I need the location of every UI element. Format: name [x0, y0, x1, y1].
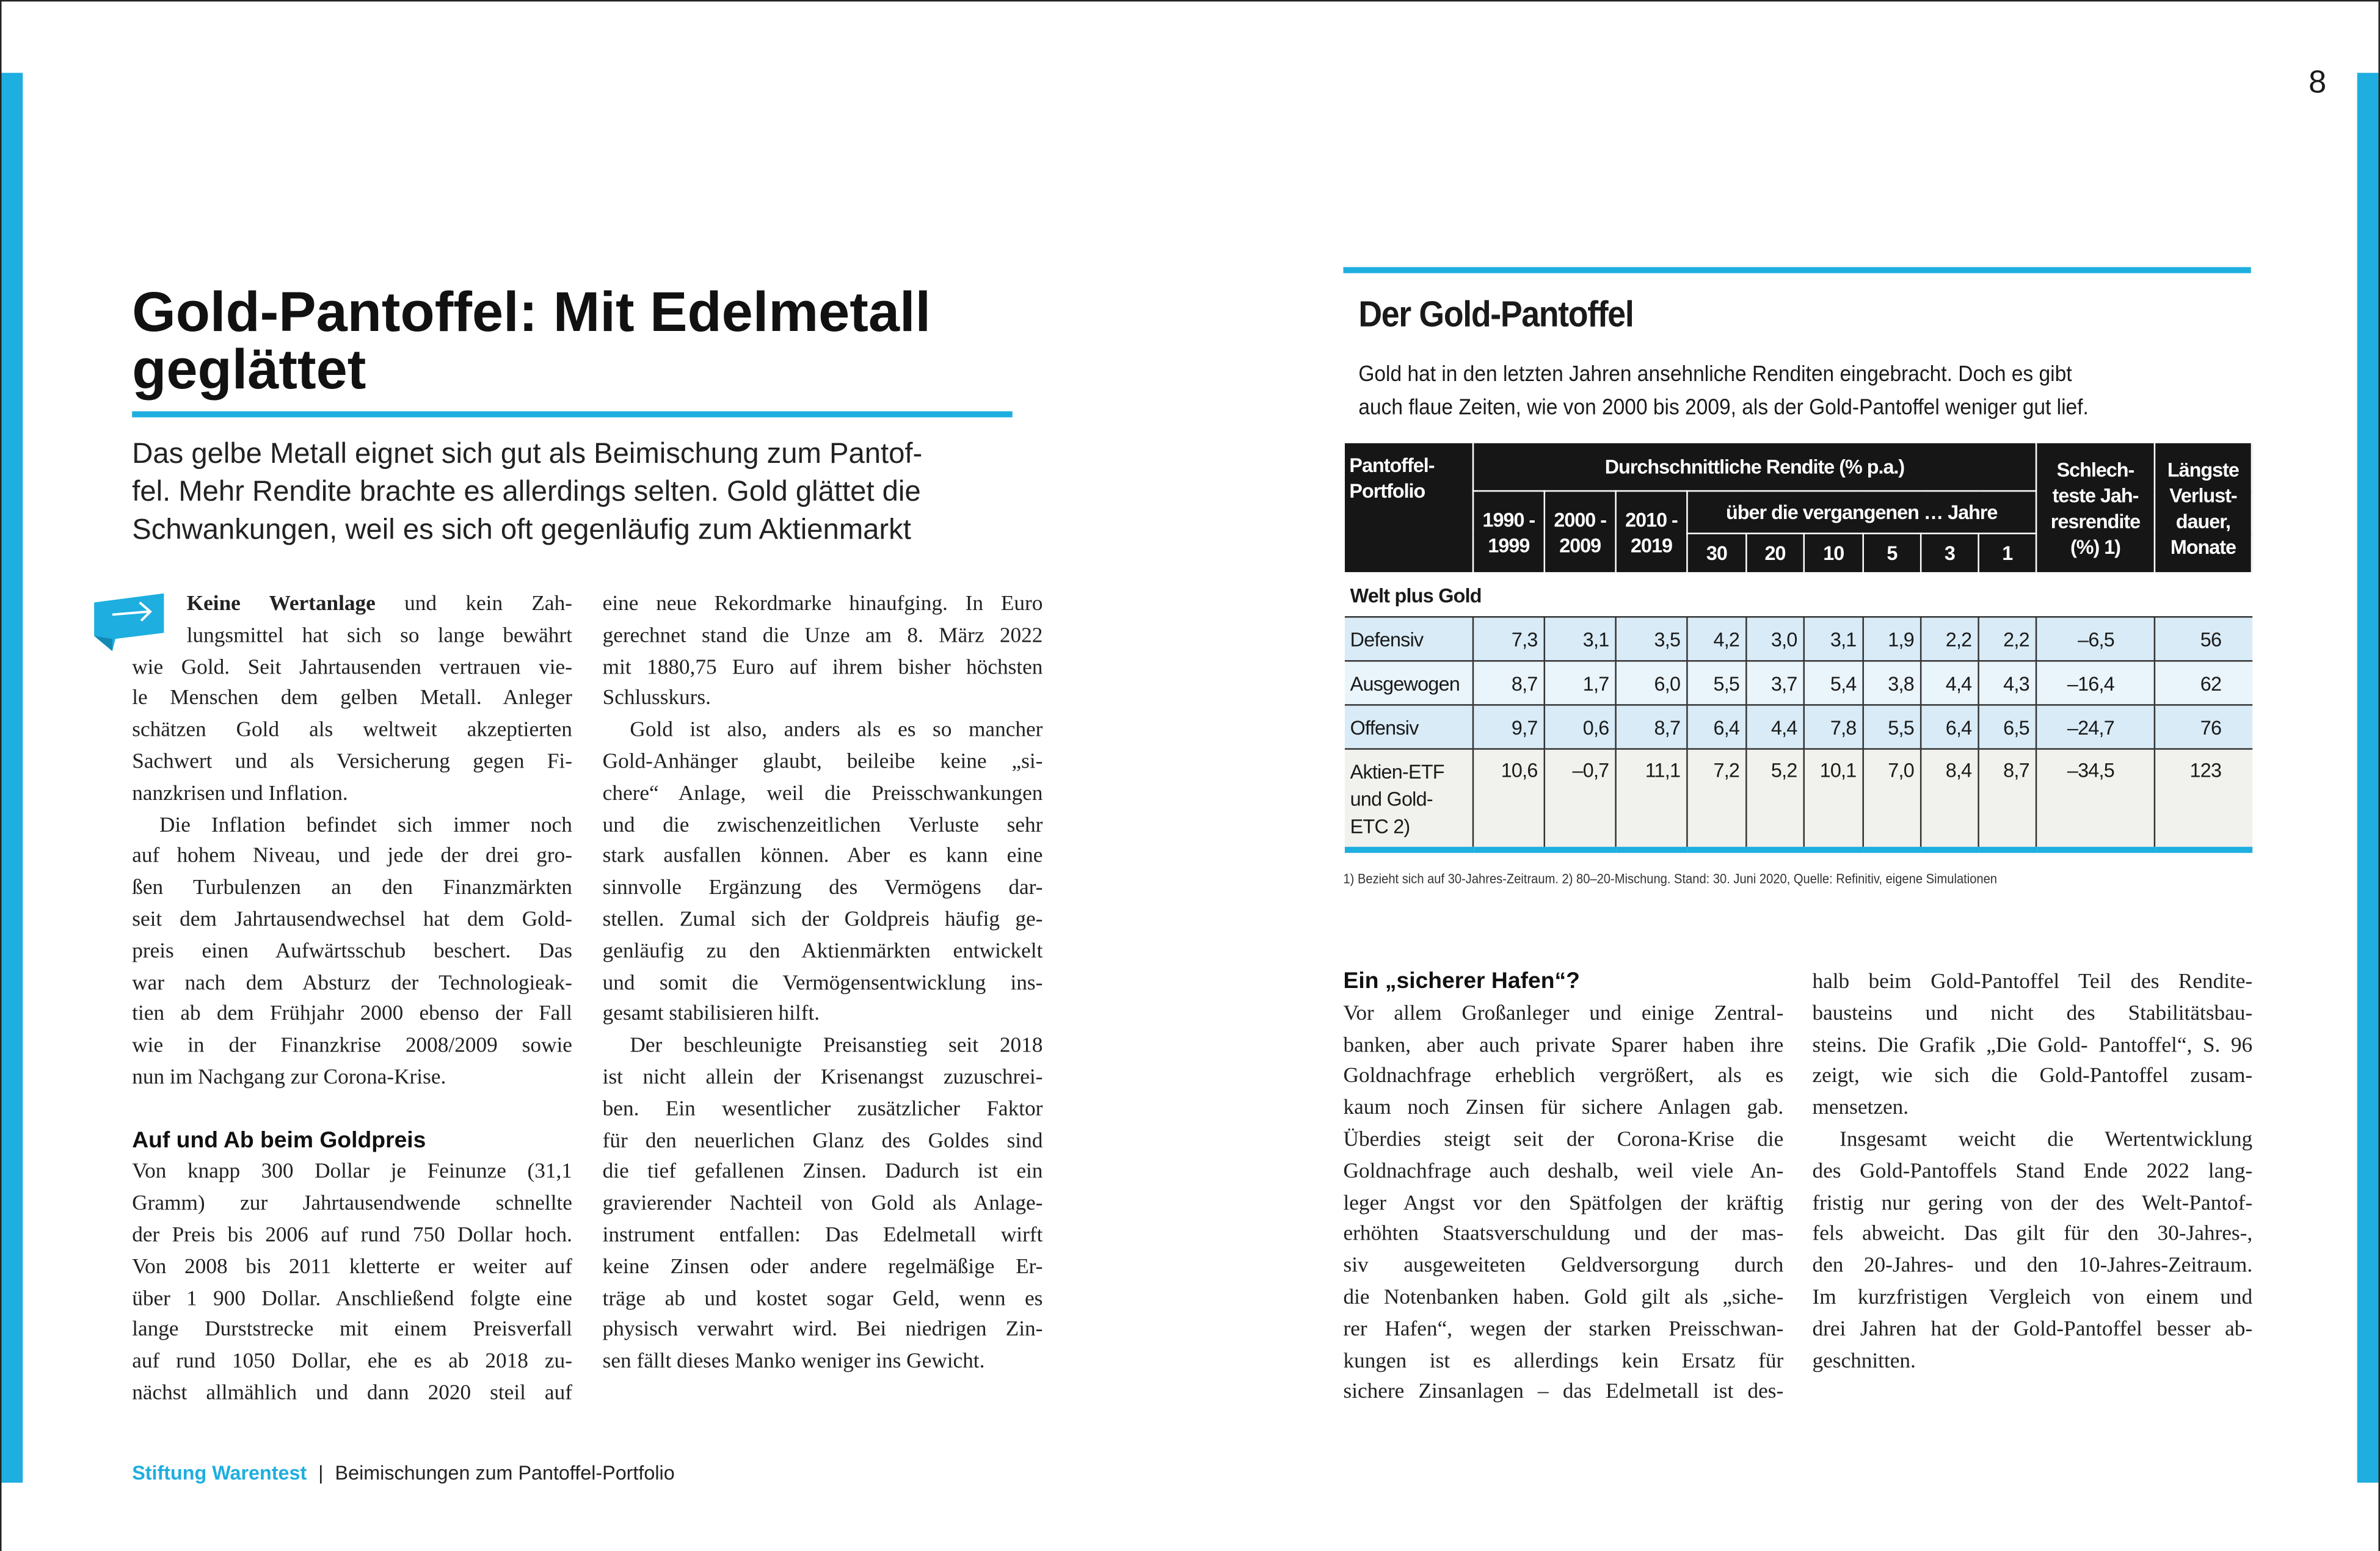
text-line: träge ab und kostet sogar Geld, wenn es [602, 1286, 1043, 1311]
table-row [1344, 617, 2252, 661]
text-line: lungsmittel hat sich so lange bewährt [186, 623, 572, 648]
page-footer [132, 1461, 674, 1484]
lead-line: fel. Mehr Rendite brachte es allerdings selten. Gold glättet die [132, 476, 921, 509]
table-row [1344, 661, 2252, 705]
text-line: Gold ist also, anders als es so mancher [630, 718, 1043, 743]
text-line: chere“ Anlage, weil die Preisschwankungen [602, 781, 1043, 806]
text-line: ben. Ein wesentlicher zusätzlicher Faktor [602, 1097, 1043, 1122]
row-name: Ausgewogen [1344, 661, 1473, 705]
return-cell: 2,2 [1921, 617, 1978, 661]
header-years: 30 [1687, 534, 1746, 573]
header-years: 1 [1979, 534, 2036, 573]
text-line: drei Jahren hat der Gold-Pantoffel besser ab- [1812, 1317, 2253, 1342]
text-line: eine neue Rekordmarke hinaufging. In Euro [602, 592, 1043, 617]
return-cell: 3,5 [1616, 617, 1687, 661]
text-line: die Notenbanken haben. Gold gilt als „siche- [1343, 1285, 1784, 1310]
text-line: sichere Zinsanlagen – das Edelmetall ist des- [1343, 1380, 1784, 1404]
header-period: 2000 - 2009 [1545, 491, 1616, 573]
text-line: physisch verwahrt wird. Bei niedrigen Zin- [602, 1318, 1043, 1342]
return-cell: 10,6 [1473, 749, 1545, 849]
return-cell: 8,4 [1921, 749, 1978, 849]
section-heading: Ein „sicherer Hafen“? [1343, 968, 1580, 994]
text-line: den 20-Jahres- und den 10-Jahres-Zeitraum. [1812, 1254, 2253, 1279]
text-line: und somit die Vermögensentwicklung ins- [602, 970, 1043, 995]
text-line: Sachwert und als Versicherung gegen Fi- [132, 749, 572, 774]
text-line: Von knapp 300 Dollar je Feinunze (31,1 [132, 1160, 572, 1185]
text-line: wie in der Finanzkrise 2008/2009 sowie [132, 1033, 572, 1058]
left-accent-bar [1, 73, 23, 1483]
text-column-4 [1812, 967, 2252, 1377]
lead-line: Schwankungen, weil es sich oft gegenläufig zum Aktienmarkt [132, 514, 911, 547]
return-cell: 0,6 [1545, 705, 1616, 749]
text-line: steins. Die Grafik „Die Gold- Pantoffel“, S. 96 [1812, 1033, 2253, 1058]
return-cell: 5,5 [1687, 661, 1746, 705]
text-line: Gold-Anhänger glaubt, beileibe keine „si- [602, 749, 1043, 774]
return-cell: 4,4 [1921, 661, 1978, 705]
text-line [187, 589, 572, 620]
text-line: geschnitten. [1812, 1348, 1916, 1373]
text-line: der Preis bis 2006 auf rund 750 Dollar hoch. [132, 1222, 572, 1248]
text-line: mit 1880,75 Euro auf ihrem bisher höchsten [602, 655, 1043, 680]
text-line: keine Zinsen oder andere regelmäßige Er- [602, 1254, 1043, 1279]
return-cell: 5,2 [1746, 749, 1803, 849]
row-name: Aktien-ETF und Gold-ETC 2) [1344, 749, 1473, 849]
table-row [1344, 705, 2252, 749]
text-line: auf rund 1050 Dollar, ehe es ab 2018 zu- [132, 1349, 572, 1374]
return-cell: 5,4 [1804, 661, 1863, 705]
text-line: seit dem Jahrtausendwechsel hat dem Gold- [132, 907, 572, 932]
text-line: le Menschen dem gelben Metall. Anleger [132, 686, 572, 711]
return-cell: 10,1 [1804, 749, 1863, 849]
paragraph-gap [132, 1094, 572, 1125]
row-name: Defensiv [1344, 617, 1473, 661]
header-years: 10 [1804, 534, 1863, 573]
page-number: 8 [2309, 65, 2327, 101]
footer-brand: Stiftung Warentest [132, 1461, 307, 1484]
text-line: schätzen Gold als weltweit akzeptierten [132, 718, 572, 743]
return-cell: 8,7 [1616, 705, 1687, 749]
text-line: fristig nur gering von der des Welt-Pantof- [1812, 1190, 2253, 1215]
text-line: lange Durststrecke mit einem Preisverfall [132, 1318, 572, 1342]
return-cell: 6,0 [1616, 661, 1687, 705]
return-cell: 6,4 [1687, 705, 1746, 749]
return-cell: 5,5 [1863, 705, 1921, 749]
return-cell: 2,2 [1979, 617, 2036, 661]
return-cell: 3,1 [1545, 617, 1616, 661]
longest-loss-cell: 56 [2155, 617, 2252, 661]
text-line: und die zwischenzeitlichen Verluste sehr [602, 813, 1043, 837]
return-cell: –0,7 [1545, 749, 1616, 849]
text-line: leger Angst vor den Spätfolgen der kräftig [1343, 1190, 1784, 1215]
text-line: banken, aber auch private Sparer haben ihre [1343, 1033, 1784, 1058]
return-cell: 4,2 [1687, 617, 1746, 661]
text-column-3 [1343, 967, 1783, 1409]
return-cell: 8,7 [1473, 661, 1545, 705]
text-line: gesamt stabilisieren hilft. [602, 1002, 820, 1026]
text-line: kungen ist es allerdings kein Ersatz für [1343, 1348, 1784, 1373]
text-line: Im kurzfristigen Vergleich von einem und [1812, 1285, 2253, 1310]
graphic-top-rule [1343, 267, 2251, 273]
header-portfolio: Pantoffel-Portfolio [1344, 442, 1473, 573]
return-cell: 1,7 [1545, 661, 1616, 705]
text-line: mensetzen. [1812, 1095, 1909, 1121]
text-line: kaum noch Zinsen für sichere Anlagen gab. [1343, 1095, 1784, 1121]
return-cell: 3,1 [1804, 617, 1863, 661]
return-cell: 7,8 [1804, 705, 1863, 749]
graphic-title: Der Gold-Pantoffel [1358, 294, 1634, 336]
return-cell: 7,2 [1687, 749, 1746, 849]
row-name: Offensiv [1344, 705, 1473, 749]
return-cell: 7,3 [1473, 617, 1545, 661]
longest-loss-cell: 123 [2155, 749, 2252, 849]
worst-year-cell: –6,5 [2036, 617, 2155, 661]
text-line: instrument entfallen: Das Edelmetall wirft [602, 1222, 1043, 1248]
text-line: nanzkrisen und Inflation. [132, 781, 348, 806]
text-line: genläufig zu den Aktienmärkten entwickelt [602, 939, 1043, 964]
text-line: bausteins und nicht des Stabilitätsbau- [1812, 1001, 2253, 1026]
intro-bold: Keine Wertanlage [186, 592, 376, 617]
header-years: 3 [1921, 534, 1978, 573]
text-line: sinnvolle Ergänzung des Vermögens dar- [602, 876, 1043, 901]
text-line: Schlusskurs. [602, 686, 711, 711]
header-average-return: Durchschnittliche Rendite (% p.a.) [1473, 442, 2036, 491]
text-line: für den neuerlichen Glanz des Goldes sind [602, 1128, 1043, 1153]
text-line: tien ab dem Frühjahr 2000 ebenso der Fall [132, 1002, 572, 1026]
text-line: Goldnachfrage erheblich vergrößert, als es [1343, 1064, 1784, 1089]
longest-loss-cell: 76 [2155, 705, 2252, 749]
return-cell: 3,7 [1746, 661, 1803, 705]
text-line: rer Hafen“, wegen der starken Preisschwan- [1343, 1317, 1784, 1342]
graphic-subtitle [1358, 358, 2191, 425]
return-cell: 4,4 [1746, 705, 1803, 749]
return-cell: 3,8 [1863, 661, 1921, 705]
text-line: des Gold-Pantoffels Stand Ende 2022 lang- [1812, 1159, 2253, 1183]
text-line: Gramm) zur Jahrtausendwende schnellte [132, 1191, 572, 1216]
longest-loss-cell: 62 [2155, 661, 2252, 705]
text-line: die tief gefallenen Zinsen. Dadurch ist ein [602, 1160, 1043, 1185]
worst-year-cell: –34,5 [2036, 749, 2155, 849]
text-line: zeigt, wie sich die Gold-Pantoffel zusam- [1812, 1064, 2253, 1089]
text-column-2 [603, 589, 1043, 1378]
text-line: preis einen Aufwärtsschub beschert. Das [132, 939, 572, 964]
text-line: war nach dem Absturz der Technologieak- [132, 970, 572, 995]
header-past-years: über die vergangenen … Jahre [1687, 491, 2036, 534]
text-line: gerechnet stand die Unze am 8. März 2022 [602, 623, 1043, 648]
return-cell: 7,0 [1863, 749, 1921, 849]
text-line: Vor allem Großanleger und einige Zentral- [1343, 1001, 1784, 1026]
text-span: und kein Zah- [375, 592, 572, 617]
return-cell: 4,3 [1979, 661, 2036, 705]
text-line: Von 2008 bis 2011 kletterte er weiter auf [132, 1254, 572, 1279]
return-cell: 11,1 [1616, 749, 1687, 849]
text-line: halb beim Gold-Pantoffel Teil des Rendite- [1812, 970, 2253, 994]
text-line: Die Inflation befindet sich immer noch [159, 813, 572, 837]
text-line: sen fällt dieses Manko weniger ins Gewicht. [602, 1349, 985, 1374]
text-line: stark ausfallen können. Aber es kann eine [602, 844, 1043, 869]
group-label: Welt plus Gold [1344, 573, 2252, 617]
subtitle-line: auch flaue Zeiten, wie von 2000 bis 2009, als der Gold-Pantoffel weniger gut lief. [1358, 396, 2089, 421]
header-period: 1990 - 1999 [1473, 491, 1545, 573]
text-line: Insgesamt weicht die Wertentwicklung [1840, 1127, 2253, 1152]
return-cell: 9,7 [1473, 705, 1545, 749]
footer-section: Beimischungen zum Pantoffel-Portfolio [335, 1461, 675, 1484]
text-line: ßen Turbulenzen an den Finanzmärkten [132, 876, 572, 901]
return-cell: 6,4 [1921, 705, 1978, 749]
text-line: wie Gold. Seit Jahrtausenden vertrauen vie- [132, 655, 572, 680]
footer-separator: | [318, 1461, 324, 1484]
text-line: erhöhten Staatsverschuldung und der mas- [1343, 1222, 1784, 1247]
text-line: Überdies steigt seit der Corona-Krise die [1343, 1127, 1784, 1152]
header-worst-year: Schlech-teste Jah-resrendite (%) 1) [2036, 442, 2155, 573]
header-longest-loss: Längste Verlust-dauer, Monate [2155, 442, 2252, 573]
lead-line: Das gelbe Metall eignet sich gut als Beimischung zum Pantof- [132, 438, 923, 471]
title-rule [132, 412, 1012, 418]
text-column-1 [132, 589, 572, 1409]
text-line: Der beschleunigte Preisanstieg seit 2018 [630, 1033, 1043, 1058]
return-cell: 6,5 [1979, 705, 2036, 749]
article-title: Gold-Pantoffel: Mit Edelmetall geglättet [132, 280, 931, 401]
worst-year-cell: –16,4 [2036, 661, 2155, 705]
table-footnote: 1) Bezieht sich auf 30-Jahres-Zeitraum. 2) 80–20-Mischung. Stand: 30. Juni 2020, Quelle: Refinitiv, eigene Simulationen [1343, 871, 1998, 887]
text-line: über 1 900 Dollar. Anschließend folgte eine [132, 1286, 572, 1311]
header-years: 20 [1746, 534, 1803, 573]
article-lead [132, 435, 1027, 549]
text-line: stellen. Zumal sich der Goldpreis häufig ge- [602, 907, 1043, 932]
text-line: nächst allmählich und dann 2020 steil auf [132, 1381, 572, 1406]
header-years: 5 [1863, 534, 1921, 573]
subtitle-line: Gold hat in den letzten Jahren ansehnliche Renditen eingebracht. Doch es gibt [1358, 362, 2072, 387]
text-line: siv ausgeweiteten Geldversorgung durch [1343, 1254, 1784, 1279]
returns-table [1343, 441, 2252, 853]
worst-year-cell: –24,7 [2036, 705, 2155, 749]
text-line: gravierender Nachteil von Gold als Anlage- [602, 1191, 1043, 1216]
table-row [1344, 749, 2252, 849]
text-line: Goldnachfrage auch deshalb, weil viele An- [1343, 1159, 1784, 1183]
text-line: fels abweicht. Das gilt für den 30-Jahres-, [1812, 1222, 2253, 1247]
return-cell: 3,0 [1746, 617, 1803, 661]
header-period: 2010 - 2019 [1616, 491, 1687, 573]
return-cell: 8,7 [1979, 749, 2036, 849]
text-line: auf hohem Niveau, und jede der drei gro- [132, 844, 572, 869]
text-line: ist nicht allein der Krisenangst zuzuschrei- [602, 1065, 1043, 1090]
text-line: nun im Nachgang zur Corona-Krise. [132, 1065, 446, 1090]
right-accent-bar [2357, 73, 2379, 1483]
section-heading: Auf und Ab beim Goldpreis [132, 1127, 426, 1153]
return-cell: 1,9 [1863, 617, 1921, 661]
